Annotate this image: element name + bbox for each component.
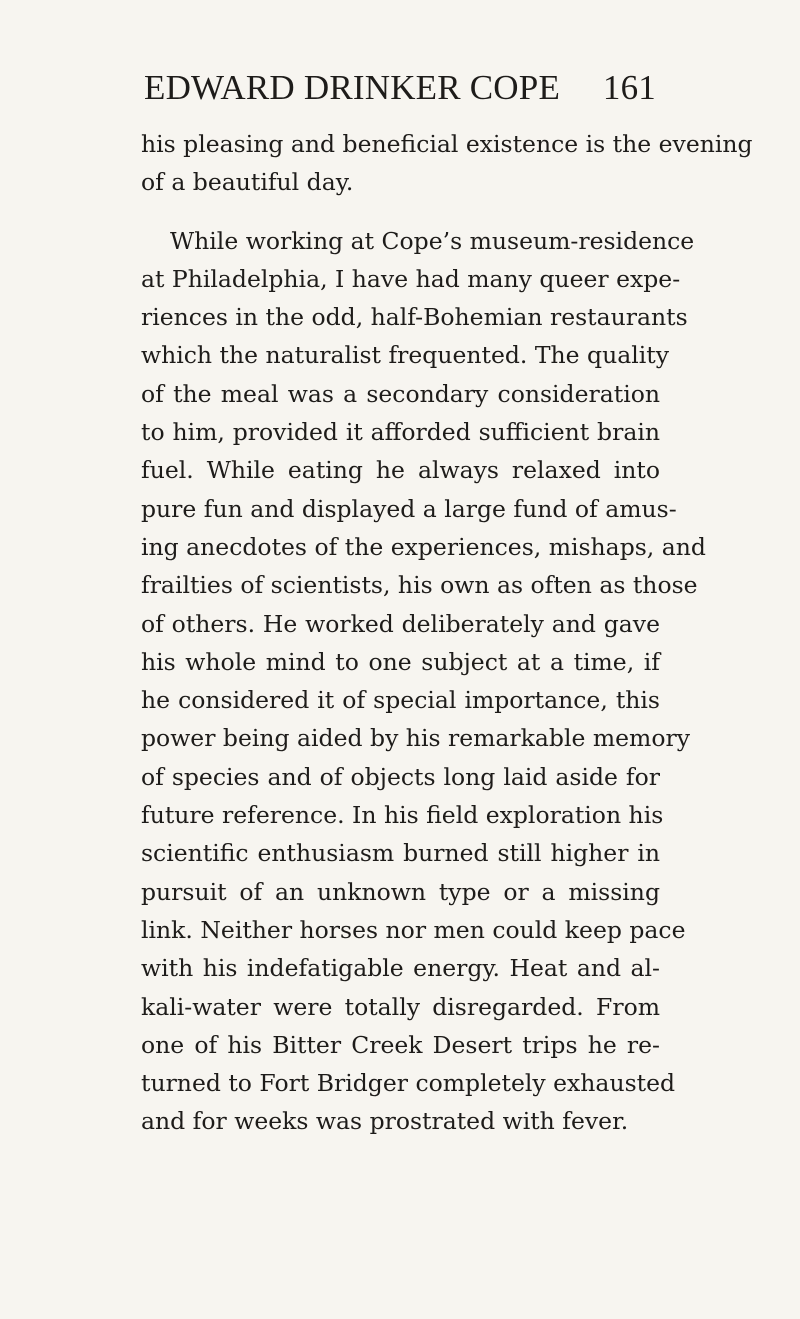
text-line: kali-water were totally disregarded. From [141, 992, 660, 1021]
text-line: to him, provided it afforded sufficient brain [141, 418, 660, 447]
text-line: with his indefatigable energy. Heat and al- [141, 954, 660, 983]
text-line: of species and of objects long laid aside for [141, 762, 660, 791]
text-line: which the naturalist frequented. The quality [141, 341, 669, 370]
text-line: he considered it of special importance, this [141, 686, 660, 715]
text-line: at Philadelphia, I have had many queer expe- [141, 264, 681, 293]
text-line: one of his Bitter Creek Desert trips he re- [141, 1030, 660, 1059]
text-line: turned to Fort Bridger completely exhausted [141, 1069, 676, 1098]
paragraph-gap [141, 202, 660, 222]
text-line: his pleasing and beneficial existence is the evening [141, 130, 753, 158]
text-line: and for weeks was prostrated with fever. [141, 1107, 629, 1136]
text-line: pure fun and displayed a large fund of amus- [141, 494, 677, 523]
text-line: pursuit of an unknown type or a missing [141, 877, 660, 906]
text-line: frailties of scientists, his own as often as those [141, 571, 698, 600]
text-line: scientific enthusiasm burned still higher in [141, 839, 660, 868]
text-line: of others. He worked deliberately and gave [141, 609, 660, 638]
text-line: his whole mind to one subject at a time, if [141, 647, 660, 676]
page-number: 161 [602, 68, 656, 107]
page-header [144, 68, 656, 108]
text-line: ing anecdotes of the experiences, mishaps, and [141, 532, 706, 561]
text-line: of a beautiful day. [141, 168, 354, 197]
running-head: EDWARD DRINKER COPE [144, 68, 561, 107]
text-line: future reference. In his field exploration his [141, 801, 664, 830]
body-text [141, 125, 753, 1141]
text-line: riences in the odd, half-Bohemian restaurants [141, 303, 688, 332]
text-line: power being aided by his remarkable memory [141, 724, 690, 753]
text-line: While working at Cope’s museum-residence [170, 226, 695, 255]
text-line: link. Neither horses nor men could keep pace [141, 915, 686, 944]
text-line: of the meal was a secondary consideration [141, 379, 660, 408]
text-line: fuel. While eating he always relaxed into [141, 456, 660, 485]
